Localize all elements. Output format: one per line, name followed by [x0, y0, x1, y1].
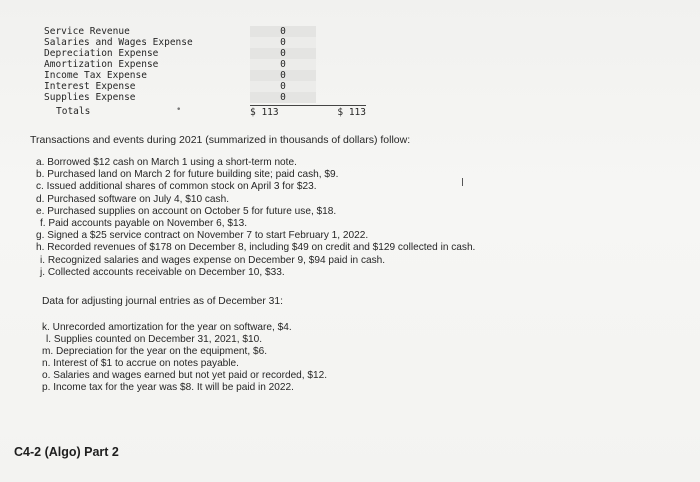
list-item: c. Issued additional shares of common stock on April 3 for $23.: [36, 181, 317, 193]
debit-value: 0: [250, 37, 316, 48]
list-item: b. Purchased land on March 2 for future building site; paid cash, $9.: [36, 169, 339, 181]
debit-value: 0: [250, 26, 316, 37]
adjusting-list: [42, 322, 327, 395]
table-row: [40, 70, 340, 81]
account-name: Depreciation Expense: [44, 48, 159, 59]
totals-row: [40, 105, 366, 119]
table-row: [40, 26, 340, 37]
table-row: [40, 59, 340, 70]
total-debit: $ 113: [250, 105, 304, 120]
transactions-list: [36, 157, 475, 279]
account-name: Supplies Expense: [44, 92, 136, 103]
intro-text: Transactions and events during 2021 (summarized in thousands of dollars) follow:: [30, 134, 411, 146]
total-credit: $ 113: [298, 105, 366, 120]
list-item: a. Borrowed $12 cash on March 1 using a short-term note.: [36, 157, 297, 168]
list-item: j. Collected accounts receivable on December 10, $33.: [40, 266, 285, 278]
problem-caption: C4-2 (Algo) Part 2: [14, 445, 119, 459]
debit-value: 0: [250, 59, 316, 70]
text-cursor: [462, 178, 463, 186]
list-item: h. Recorded revenues of $178 on December 8, including $49 on credit and $129 collected in cash.: [36, 242, 476, 254]
debit-value: 0: [250, 70, 316, 81]
list-item: e. Purchased supplies on account on October 5 for future use, $18.: [36, 205, 337, 217]
adjusting-heading: Data for adjusting journal entries as of December 31:: [42, 296, 283, 307]
table-row: [40, 81, 340, 92]
dot-mark: •: [176, 105, 182, 115]
account-name: Income Tax Expense: [44, 70, 147, 81]
account-name: Amortization Expense: [44, 59, 159, 70]
list-item: m. Depreciation for the year on the equipment, $6.: [42, 346, 267, 358]
totals-label: Totals: [56, 106, 91, 117]
debit-value: 0: [250, 92, 316, 103]
debit-value: 0: [250, 81, 316, 92]
list-item: o. Salaries and wages earned but not yet paid or recorded, $12.: [42, 370, 328, 382]
list-item: p. Income tax for the year was $8. It will be paid in 2022.: [42, 382, 294, 394]
table-row: [40, 92, 340, 103]
list-item: k. Unrecorded amortization for the year on software, $4.: [42, 322, 292, 333]
account-name: Salaries and Wages Expense: [44, 37, 193, 48]
list-item: f. Paid accounts payable on November 6, $13.: [40, 217, 248, 229]
list-item: d. Purchased software on July 4, $10 cash.: [36, 193, 230, 205]
debit-value: 0: [250, 48, 316, 59]
list-item: l. Supplies counted on December 31, 2021, $10.: [46, 334, 263, 346]
account-name: Interest Expense: [44, 81, 136, 92]
list-item: g. Signed a $25 service contract on November 7 to start February 1, 2022.: [36, 230, 369, 242]
list-item: n. Interest of $1 to accrue on notes payable.: [42, 358, 239, 370]
account-name: Service Revenue: [44, 26, 130, 37]
table-row: [40, 48, 340, 59]
trial-balance-table: [40, 26, 366, 119]
table-row: [40, 37, 340, 48]
list-item: i. Recognized salaries and wages expense on December 9, $94 paid in cash.: [40, 254, 386, 266]
